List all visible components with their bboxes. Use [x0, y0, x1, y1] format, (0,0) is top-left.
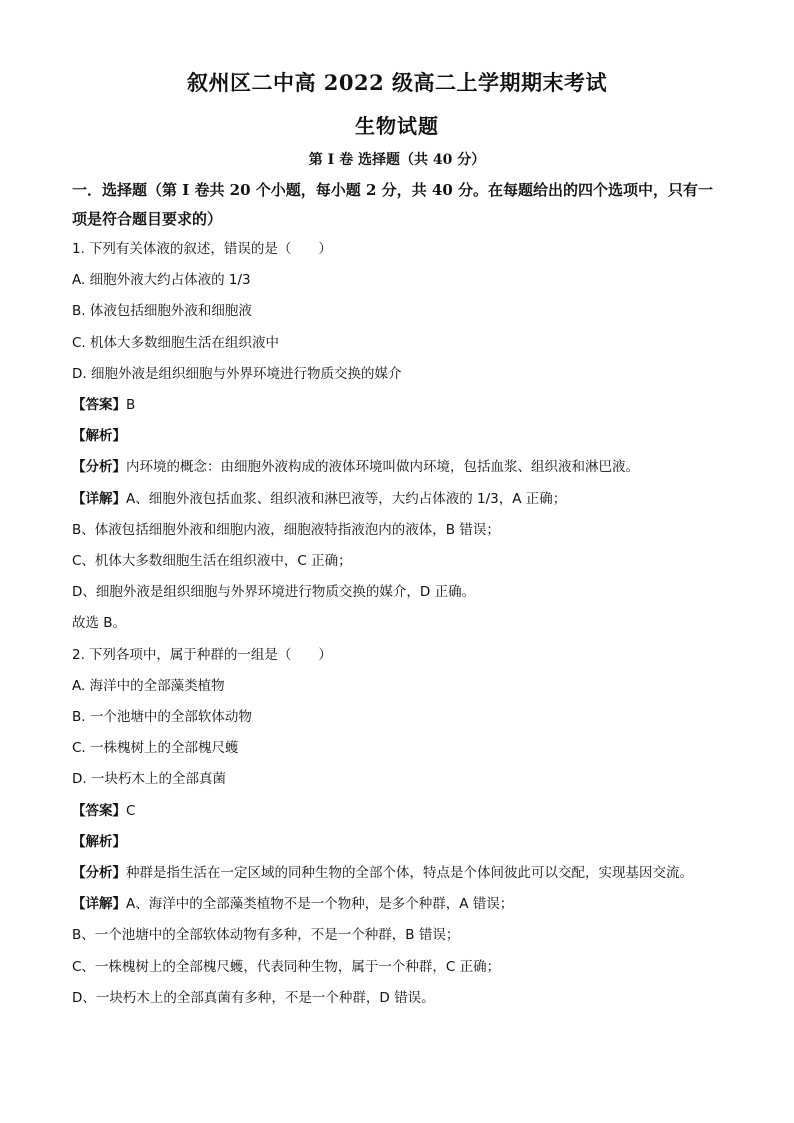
fenxi-line: [72, 858, 722, 889]
conclusion-line: 故选 B。: [72, 615, 127, 632]
detail-tag: 【详解】: [72, 490, 126, 507]
question-number: 2.: [72, 646, 85, 663]
section-instruction: [72, 176, 722, 234]
option-c: C. 一株槐树上的全部槐尺蠖: [72, 740, 239, 757]
detail-text: A、细胞外液包括血浆、组织液和淋巴液等，大约占体液的 1/3，A 正确；: [126, 490, 567, 507]
detail-line: D、细胞外液是组织细胞与外界环境进行物质交换的媒介，D 正确。: [72, 584, 476, 601]
answer-tag: 【答案】: [72, 397, 126, 414]
answer-value: B: [126, 397, 136, 414]
fenxi-text: 内环境的概念：由细胞外液构成的液体环境叫做内环境，包括血浆、组织液和淋巴液。: [126, 459, 639, 476]
option-d: D. 细胞外液是组织细胞与外界环境进行物质交换的媒介: [72, 365, 402, 382]
question-text: 下列各项中，属于种群的一组是（ ）: [88, 646, 332, 663]
answer-tag: 【答案】: [72, 802, 126, 819]
analysis-tag: 【解析】: [72, 833, 126, 850]
answer-line: [72, 390, 722, 421]
option-a: A. 细胞外液大约占体液的 1/3: [72, 272, 251, 289]
analysis-heading: [72, 421, 722, 452]
detail-text: A、海洋中的全部藻类植物不是一个物种，是多个种群，A 错误；: [126, 896, 514, 913]
question-number: 1.: [72, 241, 85, 257]
answer-value: C: [126, 802, 136, 819]
detail-line: B、体液包括细胞外液和细胞内液，细胞液特指液泡内的液体，B 错误；: [72, 521, 500, 538]
option-a: A. 海洋中的全部藻类植物: [72, 677, 225, 694]
option-d: D. 一块朽木上的全部真菌: [72, 771, 226, 788]
detail-tag: 【详解】: [72, 896, 126, 913]
question-2: [72, 640, 722, 1014]
question-stem: [72, 640, 722, 671]
question-stem: [72, 234, 722, 265]
detail-line: [72, 484, 722, 515]
fenxi-text: 种群是指生活在一定区域的同种生物的全部个体，特点是个体间彼此可以交配，实现基因交流。: [126, 865, 693, 882]
exam-title: 叙州区二中高 2022 级高二上学期期末考试: [186, 70, 608, 95]
detail-line: C、一株槐树上的全部槐尺蠖，代表同种生物，属于一个种群，C 正确；: [72, 958, 501, 975]
question-1: [72, 234, 722, 640]
detail-line: C、机体大多数细胞生活在组织液中，C 正确；: [72, 553, 352, 570]
subject-title: 生物试题: [355, 114, 439, 138]
analysis-heading: [72, 827, 722, 858]
option-b: B. 体液包括细胞外液和细胞液: [72, 303, 252, 320]
detail-line: D、一块朽木上的全部真菌有多种，不是一个种群，D 错误。: [72, 989, 435, 1006]
option-c: C. 机体大多数细胞生活在组织液中: [72, 334, 280, 351]
question-text: 下列有关体液的叙述，错误的是（ ）: [88, 241, 332, 257]
instruction-line: 一．选择题（第 I 卷共 20 个小题，每小题 2 分，共 40 分。在每题给出的四个选项中，只有一: [72, 181, 713, 199]
instruction-line: 项是符合题目要求的）: [72, 210, 223, 228]
fenxi-line: [72, 452, 722, 483]
fenxi-tag: 【分析】: [72, 459, 126, 476]
fenxi-tag: 【分析】: [72, 865, 126, 882]
option-b: B. 一个池塘中的全部软体动物: [72, 709, 252, 726]
answer-line: [72, 796, 722, 827]
part-heading: 第 I 卷 选择题（共 40 分）: [308, 152, 486, 168]
detail-line: B、一个池塘中的全部软体动物有多种，不是一个种群，B 错误；: [72, 927, 460, 944]
analysis-tag: 【解析】: [72, 428, 126, 445]
detail-line: [72, 889, 722, 920]
